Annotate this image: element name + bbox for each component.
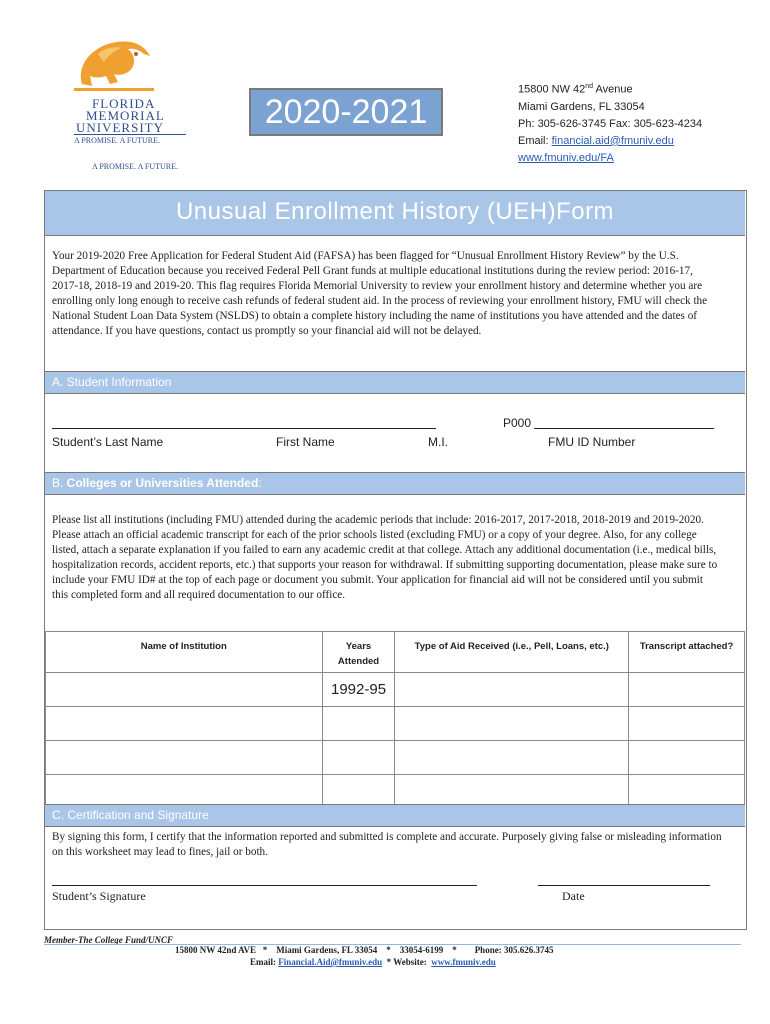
certification-text: By signing this form, I certify that the information reported and submitted is complete and accurate. Purposely giving false or misleading information on this worksheet may lead to fines, jail or both. xyxy=(52,831,722,858)
years-attended-cell[interactable]: 1992-95 xyxy=(322,673,395,707)
form-title: Unusual Enrollment History (UEH)Form xyxy=(175,198,615,225)
col-years-header: Years Attended xyxy=(322,632,395,673)
panther-logo-icon xyxy=(74,34,154,92)
aid-type-cell[interactable] xyxy=(395,673,629,707)
aid-type-cell[interactable] xyxy=(395,707,629,741)
table-row xyxy=(46,673,745,707)
table-row xyxy=(46,707,745,741)
university-logo xyxy=(72,34,202,174)
years-attended-cell[interactable] xyxy=(322,741,395,775)
aid-type-cell[interactable] xyxy=(395,741,629,775)
logo-tagline: A PROMISE. A FUTURE. xyxy=(74,136,161,145)
intro-paragraph: Your 2019-2020 Free Application for Federal Student Aid (FAFSA) has been flagged for “Unusual Enrollment History Review” by the U.S. Department of Education because you received Federal Pell Grant funds at multiple educational institutions during the review period: 2016-17, 2017-18, 2018-19 and 2019-20. This flag requires Florida Memorial University to review your enrollment history and determine whether you are enrolling only long enough to receive cash refunds of federal student aid. In the process of reviewing your enrollment history, FMU will check the National Student Loan Data System (NSLDS) to obtain a complete history including the name of institutions you have attended and the dates of attendance. If you have questions, contact us promptly so your financial aid will not be delayed. xyxy=(52,250,708,337)
institutions-table xyxy=(45,631,745,809)
email-label: Email: xyxy=(518,134,549,147)
logo-name-line3: UNIVERSITY xyxy=(76,120,164,135)
col-name-header: Name of Institution xyxy=(46,632,323,673)
footer-website-link[interactable]: www.fmuniv.edu xyxy=(431,957,496,967)
logo-name-line2: MEMORIAL xyxy=(86,108,165,123)
footer-email-link[interactable]: Financial.Aid@fmuniv.edu xyxy=(278,957,383,967)
transcript-cell[interactable] xyxy=(629,741,745,775)
section-c-label: C. Certification and Signature xyxy=(52,808,209,822)
institution-name-cell[interactable] xyxy=(46,741,323,775)
institution-name-cell[interactable] xyxy=(46,673,323,707)
date-input-line[interactable] xyxy=(538,885,710,886)
logo-name-line1: FLORIDA xyxy=(92,96,156,111)
section-b-label: B. Colleges or Universities Attended: xyxy=(52,476,262,490)
fmu-id-input-line[interactable] xyxy=(534,428,714,429)
transcript-cell[interactable] xyxy=(629,673,745,707)
address-website-row xyxy=(518,150,702,167)
tagline-below: A PROMISE. A FUTURE. xyxy=(92,162,179,171)
first-name-label: First Name xyxy=(276,435,335,449)
email-link[interactable]: financial.aid@fmuniv.edu xyxy=(551,134,674,147)
last-name-label: Student’s Last Name xyxy=(52,435,164,449)
transcript-cell[interactable] xyxy=(629,707,745,741)
website-link[interactable]: www.fmuniv.edu/FA xyxy=(518,151,614,164)
section-b-instructions: Please list all institutions (including FMU) attended during the academic periods that include: 2016-2017, 2017-2018, 2018-2019 and 2019-2020. Please attach an official academic transcript for each of the prior schools listed (excluding FMU) or a copy of your degree. Also, for any college listed, attach a separate explanation if you failed to earn any academic credit at that college. Attach any additional documentation (i.e., medical bills, hospitalization records, accident reports, etc.) that supports your reason for withdrawal. If submitting supporting documentation, please make sure to include your FMU ID# at the top of each page or document you submit. Your application for financial aid will not be considered until you submit this completed form and all required documentation to our office. xyxy=(52,514,718,601)
col-transcript-header: Transcript attached? xyxy=(629,632,745,673)
signature-input-line[interactable] xyxy=(52,885,477,886)
institution-name-cell[interactable] xyxy=(46,707,323,741)
fmu-id-prefix: P000 xyxy=(503,416,532,430)
contact-address xyxy=(518,78,702,167)
address-street: 15800 NW 42nd Avenue xyxy=(518,83,633,96)
section-a-label: A. Student Information xyxy=(52,375,172,389)
academic-year-badge: 2020-2021 xyxy=(249,88,443,136)
signature-label: Student’s Signature xyxy=(52,889,146,903)
name-input-line[interactable] xyxy=(52,428,436,429)
fmu-id-label: FMU ID Number xyxy=(548,435,636,449)
address-phone-fax: Ph: 305-626-3745 Fax: 305-623-4234 xyxy=(518,117,703,130)
mi-label: M.I. xyxy=(428,435,448,449)
table-header-row xyxy=(46,632,745,673)
footer-contact: Email: Financial.Aid@fmuniv.edu * Website: www.fmuniv.edu xyxy=(250,957,496,967)
footer-address: 15800 NW 42nd AVE * Miami Gardens, FL 33054 * 33054-6199 * Phone: 305.626.3745 xyxy=(175,945,554,955)
col-aid-header: Type of Aid Received (i.e., Pell, Loans, etc.) xyxy=(395,632,629,673)
address-city: Miami Gardens, FL 33054 xyxy=(518,100,645,113)
footer-org: Member-The College Fund/UNCF xyxy=(44,935,174,945)
table-row xyxy=(46,741,745,775)
years-attended-cell[interactable] xyxy=(322,707,395,741)
address-email-row xyxy=(518,133,702,150)
logo-divider xyxy=(74,134,186,135)
date-label: Date xyxy=(562,889,585,903)
